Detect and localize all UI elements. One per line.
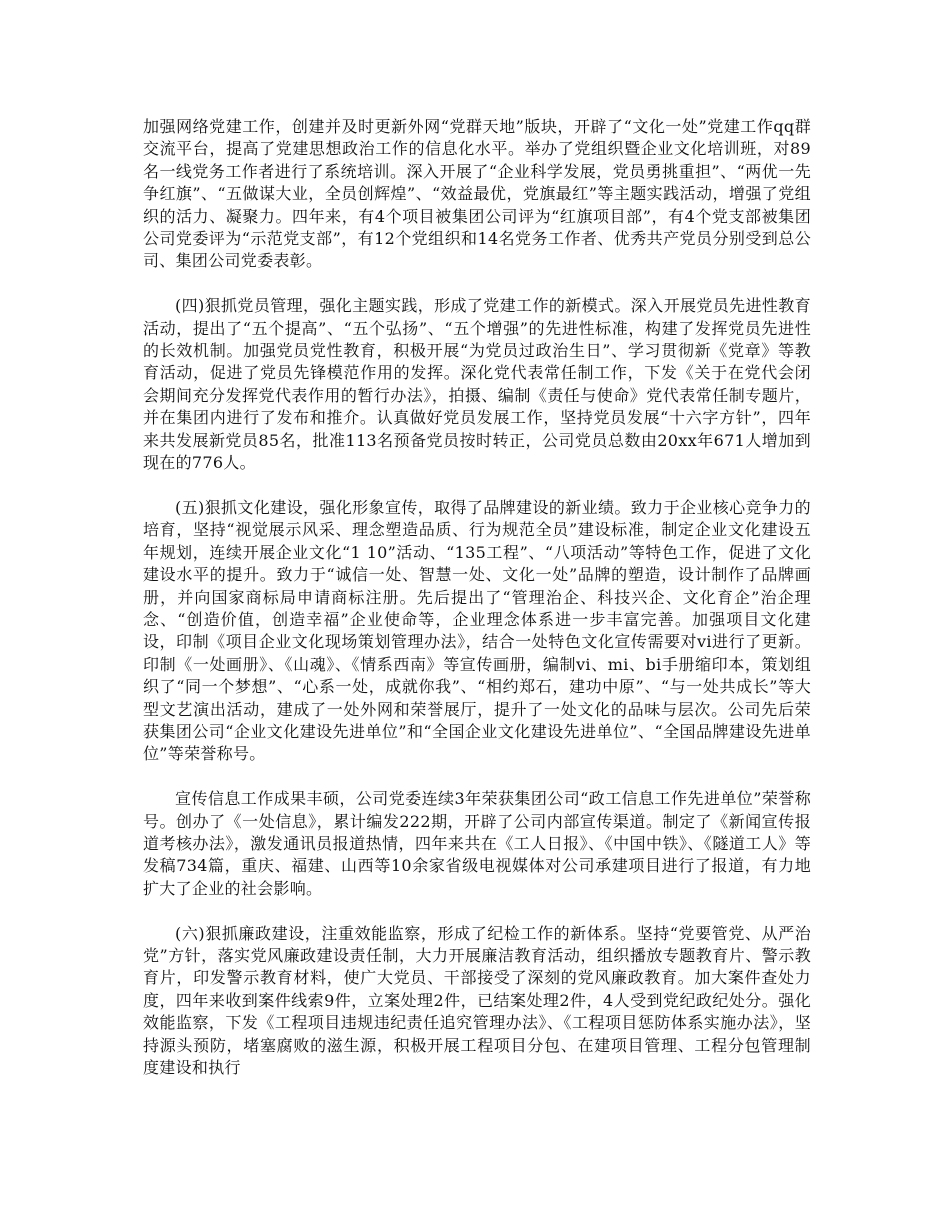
paragraph-integrity-building: (六)狠抓廉政建设，注重效能监察，形成了纪检工作的新体系。坚持“党要管党、从严治党”方针，落实党风廉政建设责任制，大力开展廉洁教育活动，组织播放专题教育片、警示教育片，印发警示教育材料，使广大党员、干部接受了深刻的党风廉政教育。加大案件查处力度，四年来收到案件线索9件，立案处理2件，已结案处理2件，4人受到党纪政纪处分。强化效能监察，下发《工程项目违规违纪责任追究管理办法》、《工程项目惩防体系实施办法》，坚持源头预防，堵塞腐败的滋生源，积极开展工程项目分包、在建项目管理、工程分包管理制度建设和执行 <box>143 923 811 1077</box>
paragraph-publicity-information: 宣传信息工作成果丰硕，公司党委连续3年荣获集团公司“政工信息工作先进单位”荣誉称号。创办了《一处信息》，累计编发222期，开辟了公司内部宣传渠道。制定了《新闻宣传报道考核办法》，激发通讯员报道热情，四年来共在《工人日报》、《中国中铁》、《隧道工人》等发稿734篇，重庆、福建、山西等10余家省级电视媒体对公司承建项目进行了报道，有力地扩大了企业的社会影响。 <box>143 789 811 898</box>
document-body <box>143 116 811 1102</box>
paragraph-party-building-network: 加强网络党建工作，创建并及时更新外网“党群天地”版块，开辟了“文化一处”党建工作qq群交流平台，提高了党建思想政治工作的信息化水平。举办了党组织暨企业文化培训班，对89名一线党务工作者进行了系统培训。深入开展了“企业科学发展，党员勇挑重担”、“两优一先争红旗”、“五做谋大业，全员创辉煌”、“效益最优，党旗最红”等主题实践活动，增强了党组织的活力、凝聚力。四年来，有4个项目被集团公司评为“红旗项目部”，有4个党支部被集团公司党委评为“示范党支部”，有12个党组织和14名党务工作者、优秀共产党员分别受到总公司、集团公司党委表彰。 <box>143 117 811 271</box>
paragraph-culture-building: (五)狠抓文化建设，强化形象宣传，取得了品牌建设的新业绩。致力于企业核心竞争力的培育，坚持“视觉展示风采、理念塑造品质、行为规范全员”建设标准，制定企业文化建设五年规划，连续开展企业文化“1 10”活动、“135工程”、“八项活动”等特色工作，促进了文化建设水平的提升。致力于“诚信一处、智慧一处、文化一处”品牌的塑造，设计制作了品牌画册，并向国家商标局申请商标注册。先后提出了“管理治企、科技兴企、文化育企”治企理念、“创造价值，创造幸福”企业使命等，企业理念体系进一步丰富完善。加强项目文化建设，印制《项目企业文化现场策划管理办法》，结合一处特色文化宣传需要对vi进行了更新。印制《一处画册》、《山魂》、《情系西南》等宣传画册，编制vi、mi、bi手册缩印本，策划组织了“同一个梦想”、“心系一处，成就你我”、“相约郑石，建功中原”、“与一处共成长”等大型文艺演出活动，建成了一处外网和荣誉展厅，提升了一处文化的品味与层次。公司先后荣获集团公司“企业文化建设先进单位”和“全国企业文化建设先进单位”、“全国品牌建设先进单位”等荣誉称号。 <box>143 497 811 764</box>
paragraph-member-management: (四)狠抓党员管理，强化主题实践，形成了党建工作的新模式。深入开展党员先进性教育活动，提出了“五个提高”、“五个弘扬”、“五个增强”的先进性标准，构建了发挥党员先进性的长效机制。加强党员党性教育，积极开展“为党员过政治生日”、学习贯彻新《党章》等教育活动，促进了党员先锋模范作用的发挥。深化党代表常任制工作，下发《关于在党代会闭会期间充分发挥党代表作用的暂行办法》，拍摄、编制《责任与使命》党代表常任制专题片，并在集团内进行了发布和推介。认真做好党员发展工作，坚持党员发展“十六字方针”，四年来共发展新党员85名，批准113名预备党员按时转正，公司党员总数由20xx年671人增加到现在的776人。 <box>143 296 811 473</box>
